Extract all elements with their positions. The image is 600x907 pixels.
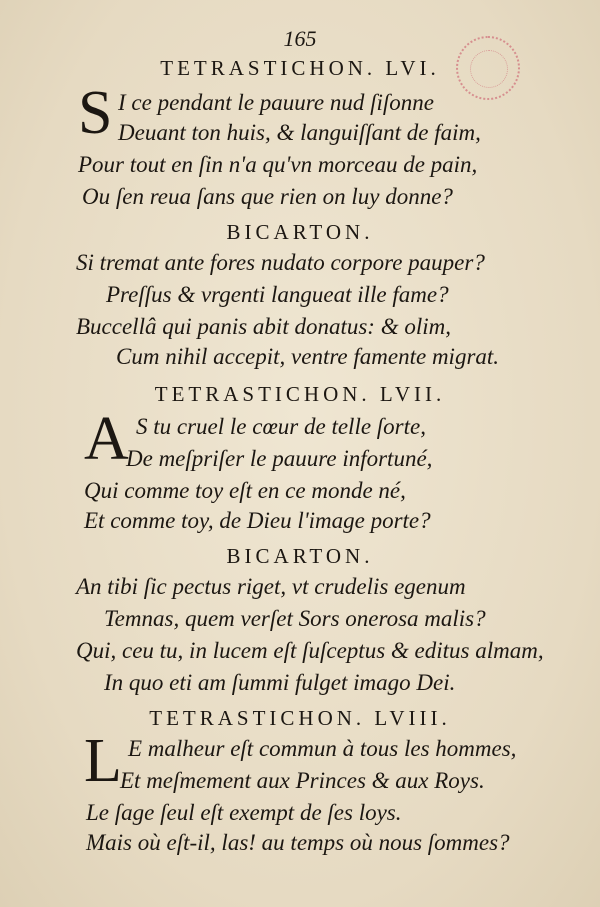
verse-line: Qui comme toy eſt en ce monde né,	[84, 478, 406, 503]
verse-line: Qui, ceu tu, in lucem eſt ſuſceptus & editus almam,	[76, 638, 544, 663]
verse-line: S tu cruel le cœur de telle ſorte,	[136, 414, 426, 439]
drop-cap: L	[84, 727, 122, 795]
verse-line: Pour tout en ſin n'a qu'vn morceau de pain,	[78, 152, 478, 177]
verse-line: Mais où eſt-il, las! au temps où nous ſommes?	[86, 830, 510, 855]
verse-line: Cum nihil accepit, ventre famente migrat.	[116, 344, 500, 369]
section-heading: TETRASTICHON. LVI.	[160, 56, 440, 80]
section-heading: BICARTON.	[226, 544, 374, 568]
verse-line: Buccellâ qui panis abit donatus: & olim,	[76, 314, 451, 339]
verse-line: I ce pendant le pauure nud ſiſonne	[118, 90, 434, 115]
verse-line: De meſpriſer le pauure infortuné,	[126, 446, 433, 471]
verse-line: In quo eti am ſummi fulget imago Dei.	[104, 670, 456, 695]
verse-line: An tibi ſic pectus riget, vt crudelis egenum	[76, 574, 466, 599]
section-heading: TETRASTICHON. LVIII.	[149, 706, 451, 730]
verse-line: Ou ſen reua ſans que rien on luy donne?	[82, 184, 453, 209]
verse-line: Temnas, quem verſet Sors onerosa malis?	[104, 606, 486, 631]
verse-line: Si tremat ante fores nudato corpore pauper?	[76, 250, 485, 275]
verse-line: Preſſus & vrgenti langueat ille fame?	[106, 282, 449, 307]
drop-cap: A	[84, 405, 129, 473]
section-heading: BICARTON.	[226, 220, 374, 244]
page-number: 165	[283, 26, 317, 51]
verse-line: Et meſmement aux Princes & aux Roys.	[120, 768, 485, 793]
verse-line: Et comme toy, de Dieu l'image porte?	[84, 508, 431, 533]
section-heading: TETRASTICHON. LVII.	[154, 382, 446, 406]
verse-line: E malheur eſt commun à tous les hommes,	[128, 736, 517, 761]
verse-line: Deuant ton huis, & languiſſant de faim,	[118, 120, 481, 145]
drop-cap: S	[78, 79, 113, 147]
verse-line: Le ſage ſeul eſt exempt de ſes loys.	[86, 800, 402, 825]
